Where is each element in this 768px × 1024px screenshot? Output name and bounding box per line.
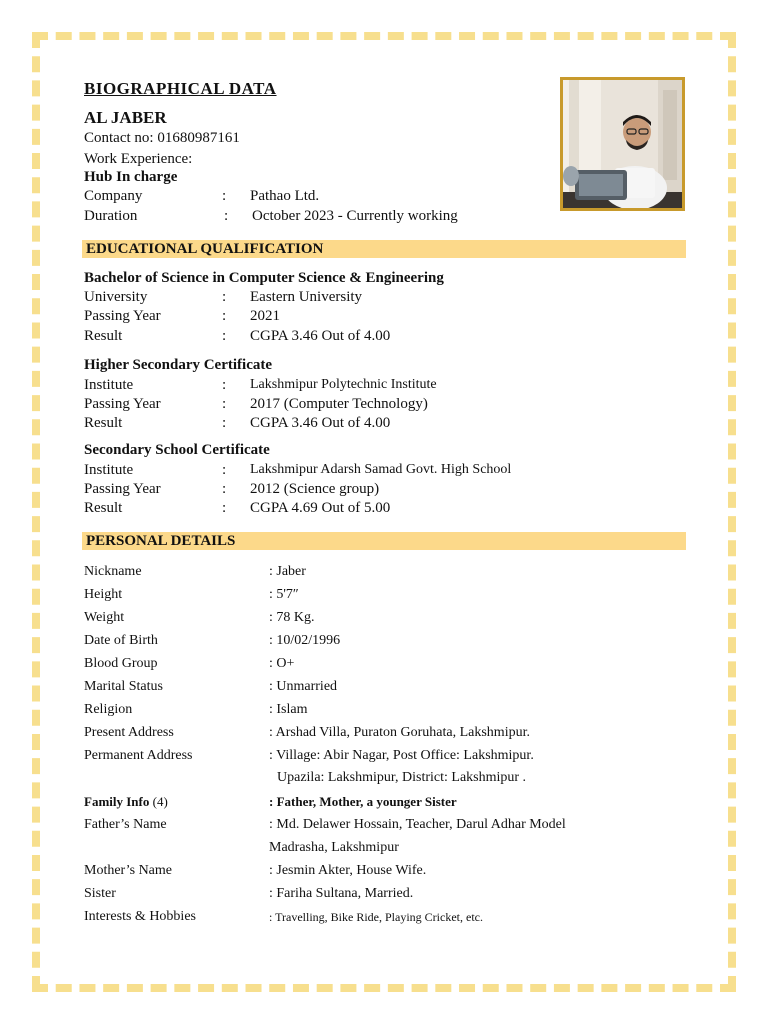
personal-value-continued: Upazila: Lakshmipur, District: Lakshmipur . bbox=[277, 770, 527, 785]
edu-value: 2012 (Science group) bbox=[250, 481, 380, 497]
personal-value: : O+ bbox=[269, 656, 295, 671]
profile-photo bbox=[560, 77, 685, 211]
edu-sep: : bbox=[222, 462, 227, 478]
duration-value: October 2023 - Currently working bbox=[252, 208, 458, 224]
edu-sep: : bbox=[222, 481, 227, 497]
edu-value: CGPA 4.69 Out of 5.00 bbox=[250, 500, 391, 516]
personal-value: : Jaber bbox=[269, 564, 306, 579]
profile-photo-image bbox=[563, 80, 682, 208]
personal-value: : Unmarried bbox=[269, 679, 338, 694]
edu-sep: : bbox=[222, 308, 227, 324]
edu-value: Lakshmipur Adarsh Samad Govt. High School bbox=[250, 462, 512, 477]
personal-label: Marital Status bbox=[84, 679, 163, 694]
degree-title: Higher Secondary Certificate bbox=[84, 357, 273, 373]
personal-label: Permanent Address bbox=[84, 748, 193, 763]
personal-value: : 10/02/1996 bbox=[269, 633, 341, 648]
personal-value: : Village: Abir Nagar, Post Office: Lakshmipur. bbox=[269, 748, 534, 763]
edu-label: Result bbox=[84, 328, 123, 344]
personal-label: Mother’s Name bbox=[84, 863, 172, 878]
degree-title: Secondary School Certificate bbox=[84, 442, 270, 458]
personal-label: Weight bbox=[84, 610, 125, 625]
edu-value: Lakshmipur Polytechnic Institute bbox=[250, 377, 437, 392]
personal-value: : 5'7″ bbox=[269, 587, 299, 602]
edu-label: Institute bbox=[84, 377, 134, 393]
education-section-title: EDUCATIONAL QUALIFICATION bbox=[86, 241, 324, 257]
duration-label: Duration bbox=[84, 208, 138, 224]
edu-label: University bbox=[84, 289, 148, 305]
edu-label: Passing Year bbox=[84, 308, 161, 324]
personal-value: : Fariha Sultana, Married. bbox=[269, 886, 414, 901]
edu-label: Result bbox=[84, 500, 123, 516]
edu-sep: : bbox=[222, 500, 227, 516]
personal-label: Sister bbox=[84, 886, 116, 901]
personal-label: Interests & Hobbies bbox=[84, 909, 196, 924]
personal-label bbox=[84, 794, 168, 810]
person-name: AL JABER bbox=[84, 108, 167, 127]
personal-section-header bbox=[82, 532, 686, 550]
edu-sep: : bbox=[222, 328, 227, 344]
work-experience-label: Work Experience: bbox=[84, 151, 193, 167]
company-sep: : bbox=[222, 188, 227, 204]
personal-label: Present Address bbox=[84, 725, 174, 740]
document-title: BIOGRAPHICAL DATA bbox=[84, 79, 277, 98]
job-role: Hub In charge bbox=[84, 169, 178, 185]
personal-value: : Father, Mother, a younger Sister bbox=[269, 794, 457, 809]
duration-sep: : bbox=[224, 208, 229, 224]
personal-label: Father’s Name bbox=[84, 817, 167, 832]
personal-value: : Arshad Villa, Puraton Goruhata, Lakshmipur. bbox=[269, 725, 530, 740]
edu-label: Result bbox=[84, 415, 123, 431]
edu-value: CGPA 3.46 Out of 4.00 bbox=[250, 415, 391, 431]
family-info-label: Family Info bbox=[84, 794, 150, 809]
personal-value: : Islam bbox=[269, 702, 308, 717]
personal-value: : Travelling, Bike Ride, Playing Cricket, etc. bbox=[269, 910, 483, 924]
edu-sep: : bbox=[222, 377, 227, 393]
edu-value: Eastern University bbox=[250, 289, 363, 305]
edu-value: 2017 (Computer Technology) bbox=[250, 396, 428, 412]
education-section-header bbox=[82, 240, 686, 258]
edu-label: Passing Year bbox=[84, 481, 161, 497]
personal-value: : Md. Delawer Hossain, Teacher, Darul Adhar Model bbox=[269, 817, 566, 832]
company-value: Pathao Ltd. bbox=[250, 188, 320, 204]
personal-label: Religion bbox=[84, 702, 133, 717]
personal-section-title: PERSONAL DETAILS bbox=[86, 533, 236, 549]
company-label: Company bbox=[84, 188, 143, 204]
personal-label: Date of Birth bbox=[84, 633, 158, 648]
edu-sep: : bbox=[222, 289, 227, 305]
edu-label: Passing Year bbox=[84, 396, 161, 412]
personal-value: : 78 Kg. bbox=[269, 610, 315, 625]
personal-value-continued: Madrasha, Lakshmipur bbox=[269, 840, 399, 855]
personal-value: : Jesmin Akter, House Wife. bbox=[269, 863, 427, 878]
degree-title: Bachelor of Science in Computer Science & Engineering bbox=[84, 270, 444, 286]
edu-value: CGPA 3.46 Out of 4.00 bbox=[250, 328, 391, 344]
personal-label: Height bbox=[84, 587, 123, 602]
edu-sep: : bbox=[222, 415, 227, 431]
edu-value: 2021 bbox=[250, 308, 280, 324]
personal-label: Blood Group bbox=[84, 656, 158, 671]
personal-label: Nickname bbox=[84, 564, 142, 579]
contact-number: Contact no: 01680987161 bbox=[84, 130, 240, 146]
family-info-count: (4) bbox=[149, 794, 168, 809]
edu-sep: : bbox=[222, 396, 227, 412]
edu-label: Institute bbox=[84, 462, 134, 478]
